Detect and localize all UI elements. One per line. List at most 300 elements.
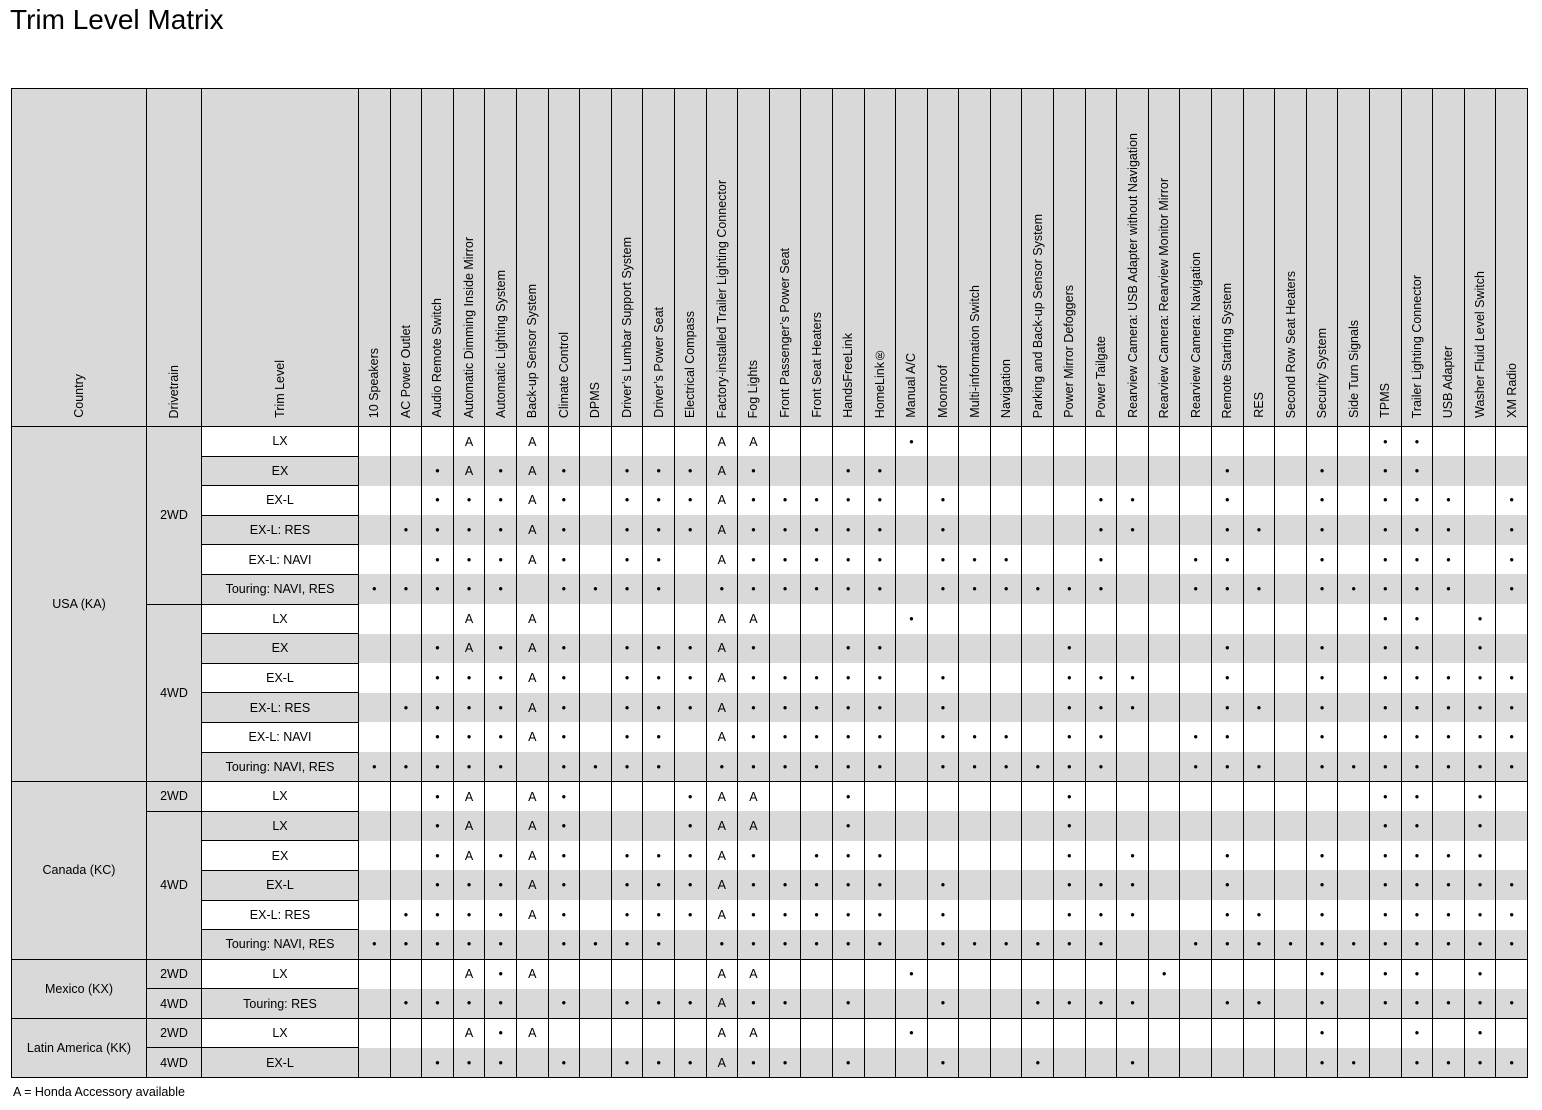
feature-cell: • xyxy=(643,752,675,782)
feature-cell: • xyxy=(1054,841,1086,871)
feature-cell: • xyxy=(643,900,675,930)
feature-cell xyxy=(1275,1048,1307,1078)
feature-cell xyxy=(611,427,643,457)
feature-header-label: Second Row Seat Heaters xyxy=(1283,270,1298,418)
feature-cell xyxy=(1275,634,1307,664)
feature-cell xyxy=(1022,722,1054,752)
feature-cell: • xyxy=(674,663,706,693)
feature-cell xyxy=(1275,722,1307,752)
feature-header-label: Electrical Compass xyxy=(683,311,698,418)
feature-cell: • xyxy=(548,663,580,693)
feature-cell: • xyxy=(832,545,864,575)
feature-header-label: Power Mirror Defoggers xyxy=(1062,285,1077,418)
feature-cell xyxy=(1180,486,1212,516)
feature-cell: • xyxy=(1243,515,1275,545)
page-title: Trim Level Matrix xyxy=(10,4,224,35)
feature-cell xyxy=(1496,604,1528,634)
feature-cell xyxy=(896,515,928,545)
feature-header-label: Front Seat Heaters xyxy=(809,312,824,418)
feature-cell xyxy=(801,811,833,841)
trim-level-cell: EX xyxy=(202,841,359,871)
feature-cell: • xyxy=(674,782,706,812)
feature-cell xyxy=(1464,515,1496,545)
table-row xyxy=(12,574,1528,604)
feature-cell xyxy=(1148,989,1180,1019)
feature-cell: • xyxy=(1401,515,1433,545)
feature-header xyxy=(485,89,517,427)
feature-cell: • xyxy=(1401,811,1433,841)
feature-cell: • xyxy=(1306,515,1338,545)
feature-cell xyxy=(990,1048,1022,1078)
feature-cell xyxy=(359,456,391,486)
feature-cell xyxy=(1054,604,1086,634)
feature-cell xyxy=(1022,604,1054,634)
feature-cell: • xyxy=(1054,782,1086,812)
feature-cell xyxy=(1338,545,1370,575)
feature-cell xyxy=(1370,1048,1402,1078)
feature-cell xyxy=(390,722,422,752)
feature-cell: • xyxy=(1370,515,1402,545)
feature-cell: • xyxy=(643,693,675,723)
feature-cell: • xyxy=(832,989,864,1019)
feature-cell xyxy=(1212,959,1244,989)
feature-cell: • xyxy=(1212,515,1244,545)
feature-cell: • xyxy=(1433,722,1465,752)
feature-cell: • xyxy=(485,752,517,782)
feature-cell: • xyxy=(1117,486,1149,516)
feature-cell: A xyxy=(738,427,770,457)
feature-header xyxy=(959,89,991,427)
feature-cell xyxy=(1496,959,1528,989)
feature-cell: • xyxy=(1496,574,1528,604)
feature-cell: • xyxy=(611,545,643,575)
feature-cell: • xyxy=(1370,782,1402,812)
feature-cell: • xyxy=(1180,574,1212,604)
feature-cell: • xyxy=(1306,841,1338,871)
drivetrain-cell: 4WD xyxy=(147,989,202,1019)
feature-cell: • xyxy=(1370,900,1402,930)
feature-cell xyxy=(1085,959,1117,989)
table-row xyxy=(12,634,1528,664)
feature-cell xyxy=(1180,693,1212,723)
feature-cell: • xyxy=(832,900,864,930)
feature-cell xyxy=(516,989,548,1019)
feature-cell xyxy=(1148,574,1180,604)
feature-cell xyxy=(1464,427,1496,457)
feature-cell xyxy=(959,782,991,812)
feature-cell xyxy=(580,515,612,545)
feature-cell xyxy=(390,1048,422,1078)
feature-header xyxy=(422,89,454,427)
feature-cell xyxy=(1275,456,1307,486)
feature-cell: • xyxy=(1370,456,1402,486)
feature-cell: • xyxy=(453,930,485,960)
feature-cell xyxy=(1148,722,1180,752)
feature-cell xyxy=(580,604,612,634)
feature-cell xyxy=(1022,870,1054,900)
feature-cell: • xyxy=(927,515,959,545)
feature-cell xyxy=(580,782,612,812)
feature-cell xyxy=(959,900,991,930)
feature-cell xyxy=(1148,811,1180,841)
feature-cell: • xyxy=(390,930,422,960)
feature-cell: • xyxy=(1243,752,1275,782)
feature-cell: • xyxy=(1212,634,1244,664)
feature-header-label: Remote Starting System xyxy=(1220,282,1235,418)
feature-cell: • xyxy=(674,634,706,664)
table-row xyxy=(12,515,1528,545)
feature-cell: • xyxy=(896,427,928,457)
feature-cell: A xyxy=(516,1018,548,1048)
drivetrain-cell: 4WD xyxy=(147,604,202,782)
feature-cell xyxy=(359,782,391,812)
feature-cell xyxy=(390,604,422,634)
feature-cell: A xyxy=(453,1018,485,1048)
feature-cell xyxy=(927,959,959,989)
feature-cell xyxy=(1022,515,1054,545)
feature-cell xyxy=(1338,722,1370,752)
feature-cell: • xyxy=(643,989,675,1019)
feature-cell: • xyxy=(611,486,643,516)
feature-cell: • xyxy=(832,574,864,604)
feature-cell: • xyxy=(422,574,454,604)
feature-cell xyxy=(864,782,896,812)
feature-cell: • xyxy=(801,693,833,723)
feature-cell xyxy=(674,1018,706,1048)
feature-cell xyxy=(864,1048,896,1078)
feature-cell: • xyxy=(1243,574,1275,604)
feature-cell: A xyxy=(706,545,738,575)
feature-cell: • xyxy=(1433,486,1465,516)
feature-cell: A xyxy=(706,486,738,516)
feature-cell xyxy=(359,1048,391,1078)
feature-cell: • xyxy=(864,693,896,723)
feature-cell: • xyxy=(485,634,517,664)
feature-cell: • xyxy=(927,693,959,723)
feature-header xyxy=(516,89,548,427)
feature-cell: • xyxy=(548,545,580,575)
feature-cell xyxy=(769,959,801,989)
feature-cell xyxy=(1338,456,1370,486)
feature-cell: A xyxy=(516,604,548,634)
feature-cell: • xyxy=(927,1048,959,1078)
table-row xyxy=(12,456,1528,486)
feature-cell: • xyxy=(1117,841,1149,871)
feature-cell: A xyxy=(706,989,738,1019)
feature-cell: • xyxy=(927,989,959,1019)
feature-cell: • xyxy=(453,722,485,752)
feature-cell xyxy=(769,841,801,871)
trim-level-cell: Touring: NAVI, RES xyxy=(202,930,359,960)
feature-cell xyxy=(769,782,801,812)
feature-cell: • xyxy=(643,486,675,516)
feature-cell: • xyxy=(1148,959,1180,989)
feature-cell: • xyxy=(927,752,959,782)
feature-cell xyxy=(864,604,896,634)
feature-cell: • xyxy=(738,663,770,693)
feature-cell xyxy=(674,930,706,960)
feature-cell: • xyxy=(548,574,580,604)
feature-cell xyxy=(1496,811,1528,841)
feature-cell xyxy=(927,782,959,812)
feature-cell: • xyxy=(1464,604,1496,634)
feature-cell: • xyxy=(674,870,706,900)
feature-cell xyxy=(896,634,928,664)
feature-cell xyxy=(990,456,1022,486)
feature-cell xyxy=(1338,900,1370,930)
feature-cell: • xyxy=(1306,574,1338,604)
feature-cell xyxy=(674,959,706,989)
feature-cell: • xyxy=(1370,545,1402,575)
feature-cell xyxy=(896,989,928,1019)
feature-cell xyxy=(674,545,706,575)
feature-cell xyxy=(927,456,959,486)
feature-cell: • xyxy=(1464,782,1496,812)
feature-cell xyxy=(1496,427,1528,457)
feature-cell xyxy=(390,841,422,871)
feature-cell xyxy=(990,1018,1022,1048)
feature-cell: • xyxy=(548,1048,580,1078)
feature-cell: • xyxy=(801,752,833,782)
trim-level-cell: Touring: RES xyxy=(202,989,359,1019)
feature-cell: • xyxy=(959,574,991,604)
feature-cell: • xyxy=(1180,545,1212,575)
feature-cell: • xyxy=(611,752,643,782)
feature-cell: • xyxy=(390,900,422,930)
feature-cell xyxy=(1022,841,1054,871)
feature-cell xyxy=(896,663,928,693)
feature-cell: • xyxy=(1054,811,1086,841)
feature-header xyxy=(927,89,959,427)
feature-cell: • xyxy=(1243,989,1275,1019)
table-row xyxy=(12,782,1528,812)
feature-header-label: Power Tailgate xyxy=(1093,336,1108,418)
feature-cell xyxy=(959,870,991,900)
feature-cell xyxy=(1180,782,1212,812)
feature-cell: • xyxy=(1464,811,1496,841)
feature-cell: • xyxy=(959,545,991,575)
feature-cell xyxy=(927,841,959,871)
feature-cell: • xyxy=(1117,515,1149,545)
feature-cell xyxy=(959,693,991,723)
feature-cell: • xyxy=(1054,900,1086,930)
feature-cell: • xyxy=(611,930,643,960)
feature-cell xyxy=(611,811,643,841)
feature-cell: • xyxy=(959,930,991,960)
feature-cell: A xyxy=(706,841,738,871)
feature-cell: • xyxy=(548,841,580,871)
feature-cell xyxy=(1148,515,1180,545)
feature-cell: • xyxy=(422,752,454,782)
feature-cell: • xyxy=(1433,841,1465,871)
feature-cell xyxy=(896,722,928,752)
feature-cell: • xyxy=(1022,1048,1054,1078)
table-row xyxy=(12,1048,1528,1078)
feature-header xyxy=(896,89,928,427)
feature-cell: • xyxy=(1085,486,1117,516)
feature-cell xyxy=(1054,515,1086,545)
feature-cell xyxy=(990,900,1022,930)
feature-cell: • xyxy=(1212,574,1244,604)
feature-cell: • xyxy=(1401,959,1433,989)
feature-cell xyxy=(580,989,612,1019)
feature-cell xyxy=(959,1048,991,1078)
feature-cell: • xyxy=(1370,663,1402,693)
feature-cell: A xyxy=(516,486,548,516)
feature-cell xyxy=(990,693,1022,723)
feature-cell: A xyxy=(706,663,738,693)
feature-cell xyxy=(1148,1018,1180,1048)
feature-cell: • xyxy=(832,930,864,960)
feature-cell: • xyxy=(1401,427,1433,457)
trim-level-cell: Touring: NAVI, RES xyxy=(202,574,359,604)
feature-cell xyxy=(1117,930,1149,960)
feature-cell: • xyxy=(1496,515,1528,545)
feature-cell xyxy=(1275,900,1307,930)
feature-header-label: HandsFreeLink xyxy=(841,333,856,418)
feature-cell: • xyxy=(1022,989,1054,1019)
feature-cell: • xyxy=(643,870,675,900)
feature-cell: • xyxy=(1117,900,1149,930)
feature-cell: A xyxy=(516,545,548,575)
feature-cell: • xyxy=(1117,989,1149,1019)
feature-cell xyxy=(801,427,833,457)
feature-cell: • xyxy=(927,900,959,930)
feature-cell xyxy=(1054,456,1086,486)
feature-cell: • xyxy=(1306,693,1338,723)
feature-cell: • xyxy=(738,930,770,960)
feature-cell: • xyxy=(1085,515,1117,545)
feature-cell: A xyxy=(706,1018,738,1048)
feature-cell: • xyxy=(1054,752,1086,782)
feature-cell xyxy=(990,870,1022,900)
feature-cell: • xyxy=(1085,870,1117,900)
feature-header-label: Washer Fluid Level Switch xyxy=(1473,271,1488,418)
country-cell: USA (KA) xyxy=(12,427,147,782)
feature-cell: • xyxy=(390,752,422,782)
feature-cell: • xyxy=(1433,1048,1465,1078)
feature-cell: • xyxy=(1370,989,1402,1019)
feature-cell: • xyxy=(1401,456,1433,486)
feature-cell xyxy=(1275,1018,1307,1048)
feature-cell xyxy=(1433,634,1465,664)
feature-cell xyxy=(390,1018,422,1048)
feature-cell: • xyxy=(1085,574,1117,604)
feature-cell xyxy=(832,959,864,989)
feature-cell xyxy=(1212,811,1244,841)
feature-cell: • xyxy=(738,1048,770,1078)
feature-cell xyxy=(359,634,391,664)
feature-cell xyxy=(548,604,580,634)
feature-cell: • xyxy=(738,693,770,723)
feature-cell xyxy=(1180,1018,1212,1048)
feature-cell: • xyxy=(769,989,801,1019)
feature-cell xyxy=(1085,1018,1117,1048)
feature-header xyxy=(611,89,643,427)
feature-cell xyxy=(1243,841,1275,871)
feature-cell: • xyxy=(738,574,770,604)
feature-cell xyxy=(1496,634,1528,664)
feature-cell: • xyxy=(422,515,454,545)
feature-cell xyxy=(1243,427,1275,457)
feature-cell: • xyxy=(611,870,643,900)
feature-cell: • xyxy=(1496,486,1528,516)
feature-cell xyxy=(1148,486,1180,516)
feature-cell xyxy=(674,604,706,634)
feature-cell xyxy=(896,456,928,486)
feature-cell: • xyxy=(1464,841,1496,871)
feature-cell xyxy=(1275,663,1307,693)
feature-cell xyxy=(896,811,928,841)
feature-cell: A xyxy=(516,841,548,871)
feature-cell xyxy=(1275,841,1307,871)
feature-cell xyxy=(959,427,991,457)
drivetrain-cell: 2WD xyxy=(147,782,202,812)
feature-cell: • xyxy=(738,722,770,752)
feature-cell: • xyxy=(1370,752,1402,782)
feature-header-label: Navigation xyxy=(999,358,1014,418)
feature-cell xyxy=(1180,841,1212,871)
feature-header-label: Moonroof xyxy=(935,365,950,418)
feature-cell: • xyxy=(643,515,675,545)
feature-cell xyxy=(359,693,391,723)
drivetrain-cell: 2WD xyxy=(147,959,202,989)
feature-cell: • xyxy=(990,722,1022,752)
feature-cell xyxy=(990,959,1022,989)
feature-cell xyxy=(359,841,391,871)
feature-cell: • xyxy=(1306,486,1338,516)
feature-cell xyxy=(422,959,454,989)
feature-cell xyxy=(1117,456,1149,486)
feature-cell: • xyxy=(453,989,485,1019)
feature-cell: • xyxy=(801,841,833,871)
feature-cell: • xyxy=(1370,486,1402,516)
feature-header-label: Rearview Camera: Navigation xyxy=(1188,251,1203,418)
feature-cell: • xyxy=(611,989,643,1019)
table-row xyxy=(12,900,1528,930)
feature-cell: • xyxy=(1306,545,1338,575)
feature-cell xyxy=(1022,427,1054,457)
feature-cell: • xyxy=(1085,752,1117,782)
feature-cell: • xyxy=(1464,634,1496,664)
feature-cell: • xyxy=(1338,1048,1370,1078)
feature-cell: • xyxy=(959,752,991,782)
feature-cell: • xyxy=(1433,574,1465,604)
feature-cell xyxy=(1148,782,1180,812)
feature-cell xyxy=(422,427,454,457)
feature-cell: • xyxy=(738,841,770,871)
feature-cell xyxy=(1338,693,1370,723)
feature-cell xyxy=(832,604,864,634)
feature-cell xyxy=(1117,782,1149,812)
feature-cell xyxy=(674,722,706,752)
feature-cell: • xyxy=(1401,634,1433,664)
feature-cell: • xyxy=(611,1048,643,1078)
feature-cell xyxy=(896,900,928,930)
feature-cell: • xyxy=(485,663,517,693)
feature-cell: • xyxy=(738,989,770,1019)
feature-cell xyxy=(1243,456,1275,486)
feature-cell: • xyxy=(1464,1018,1496,1048)
feature-cell xyxy=(1212,782,1244,812)
feature-cell xyxy=(548,959,580,989)
feature-cell xyxy=(580,811,612,841)
feature-cell: • xyxy=(1496,989,1528,1019)
feature-cell xyxy=(580,722,612,752)
feature-cell: • xyxy=(1180,752,1212,782)
feature-cell: • xyxy=(706,930,738,960)
feature-cell: • xyxy=(1054,722,1086,752)
